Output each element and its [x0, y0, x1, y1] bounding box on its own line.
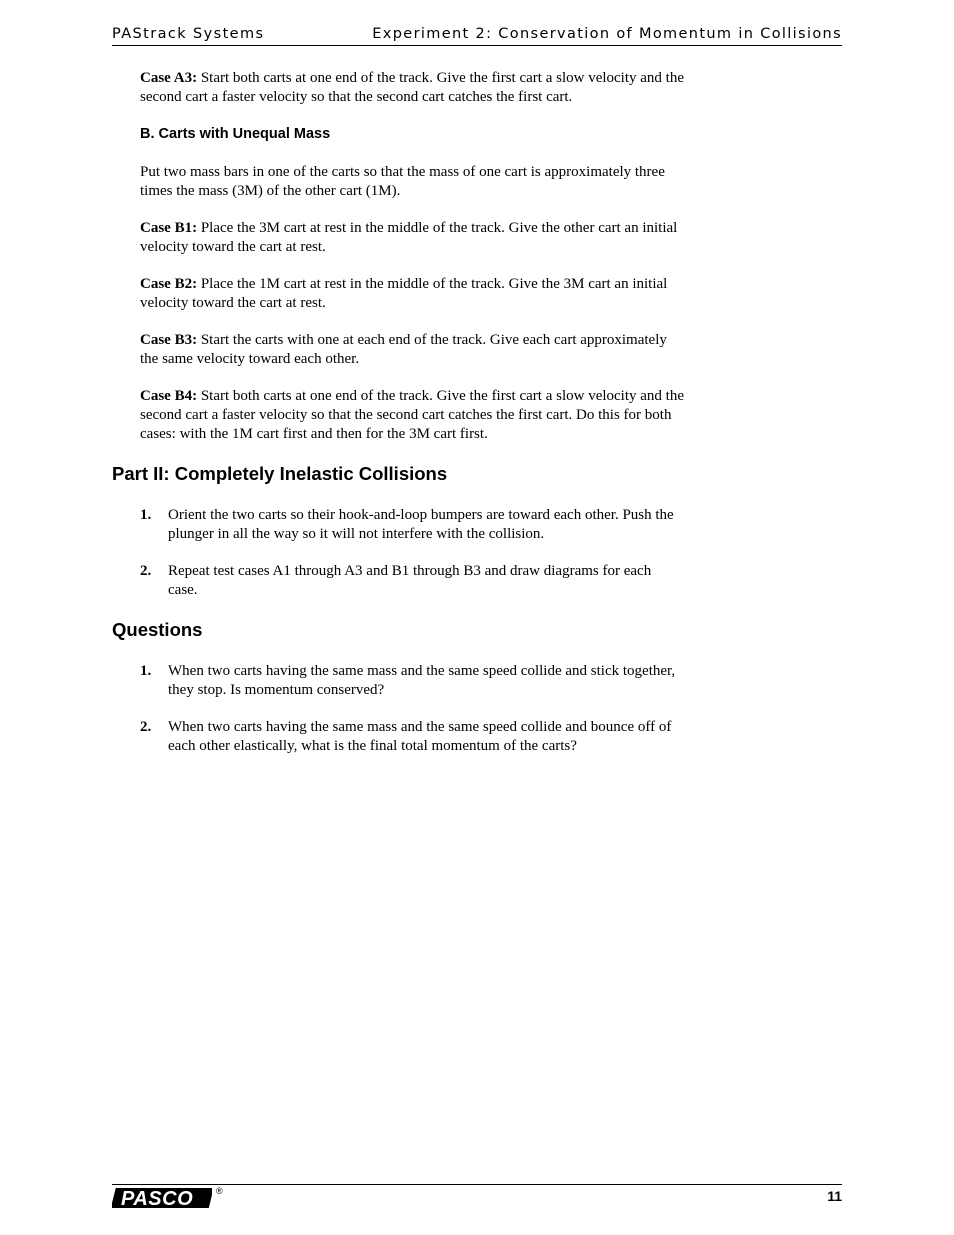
- registered-mark: ®: [216, 1186, 223, 1196]
- part2-heading: Part II: Completely Inelastic Collisions: [112, 463, 448, 484]
- case-b3-paragraph: [140, 331, 685, 369]
- question-number: 2.: [140, 719, 152, 735]
- page-number: 11: [827, 1188, 842, 1204]
- case-a3-text: Start both carts at one end of the track. Give the first cart a slow velocity and the second cart a faster velocity so that the second cart catches the first cart.: [140, 70, 684, 105]
- pasco-logo: [112, 1187, 212, 1209]
- step-text: Orient the two carts so their hook-and-loop bumpers are toward each other. Push the plunger in all the way so it will not interfere with the collision.: [168, 507, 674, 542]
- case-b4-label: Case B4:: [140, 388, 198, 404]
- case-a3-paragraph: [140, 69, 685, 107]
- case-b2-label: Case B2:: [140, 276, 198, 292]
- section-b-heading: B. Carts with Unequal Mass: [140, 126, 331, 142]
- case-a3-label: Case A3:: [140, 70, 198, 86]
- case-b1-text: Place the 3M cart at rest in the middle of the track. Give the other cart an initial velocity toward the cart at rest.: [140, 220, 678, 255]
- svg-text:PASCO: PASCO: [121, 1188, 194, 1209]
- header-product-name: PAStrack Systems: [112, 26, 265, 42]
- footer-rule: [112, 1184, 842, 1185]
- running-header: [112, 26, 842, 46]
- questions-heading: Questions: [112, 619, 203, 640]
- case-b1-label: Case B1:: [140, 220, 198, 236]
- step-number: 1.: [140, 507, 152, 523]
- step-number: 2.: [140, 563, 152, 579]
- question-number: 1.: [140, 663, 152, 679]
- step-text: Repeat test cases A1 through A3 and B1 through B3 and draw diagrams for each case.: [168, 563, 652, 598]
- case-b3-text: Start the carts with one at each end of the track. Give each cart approximately the same velocity toward each other.: [140, 332, 667, 367]
- case-b1-paragraph: [140, 219, 685, 257]
- case-b4-paragraph: [140, 387, 685, 444]
- case-b4-text: Start both carts at one end of the track. Give the first cart a slow velocity and the second cart a faster velocity so that the second cart catches the first cart. Do this for both cases: with the 1M cart first and then for the 3M cart first.: [140, 388, 684, 442]
- case-b2-text: Place the 1M cart at rest in the middle of the track. Give the 3M cart an initial velocity toward the cart at rest.: [140, 276, 668, 311]
- case-b3-label: Case B3:: [140, 332, 198, 348]
- case-b2-paragraph: [140, 275, 685, 313]
- section-b-intro: Put two mass bars in one of the carts so that the mass of one cart is approximately three times the mass (3M) of the other cart (1M).: [140, 164, 665, 199]
- header-experiment-title: Experiment 2: Conservation of Momentum in Collisions: [372, 26, 842, 42]
- question-text: When two carts having the same mass and the same speed collide and bounce off of each other elastically, what is the final total momentum of the carts?: [168, 719, 672, 754]
- question-text: When two carts having the same mass and the same speed collide and stick together, they stop. Is momentum conserved?: [168, 663, 676, 698]
